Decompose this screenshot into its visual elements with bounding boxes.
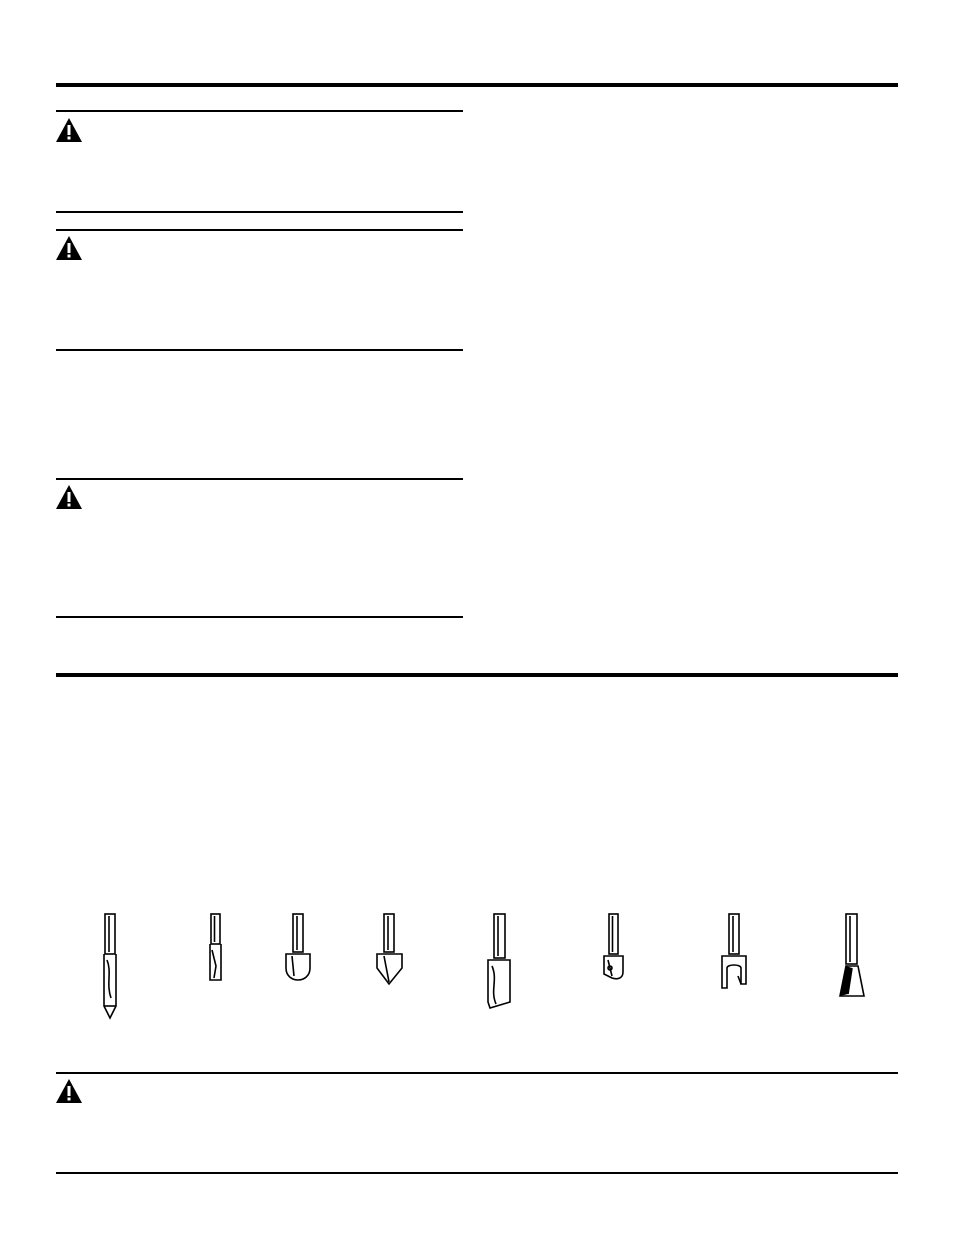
warning-triangle-icon: [55, 484, 83, 510]
warning-3-top-rule: [56, 478, 463, 480]
v-groove-bit-icon: [372, 910, 408, 988]
warning-2-bottom-rule: [56, 349, 463, 351]
straight-bit-icon: [480, 910, 520, 1014]
warning-4-bottom-rule: [56, 1172, 898, 1174]
dovetail-bit-icon: [834, 910, 870, 1002]
small-straight-bit-icon: [204, 910, 228, 986]
warning-triangle-icon: [55, 1078, 83, 1104]
straight-long-bit-icon: [96, 910, 126, 1022]
cove-bit-icon: [598, 910, 630, 984]
warning-3-bottom-rule: [56, 616, 463, 618]
warning-triangle-icon: [55, 235, 83, 261]
warning-1-top-rule: [56, 110, 463, 112]
core-box-bit-icon: [280, 910, 316, 982]
slot-cutter-bit-icon: [716, 910, 752, 994]
section-rule-middle: [56, 673, 898, 677]
warning-1-bottom-rule: [56, 211, 463, 213]
warning-2-top-rule: [56, 229, 463, 231]
section-rule-top: [56, 83, 898, 87]
warning-triangle-icon: [55, 117, 83, 143]
warning-4-top-rule: [56, 1072, 898, 1074]
